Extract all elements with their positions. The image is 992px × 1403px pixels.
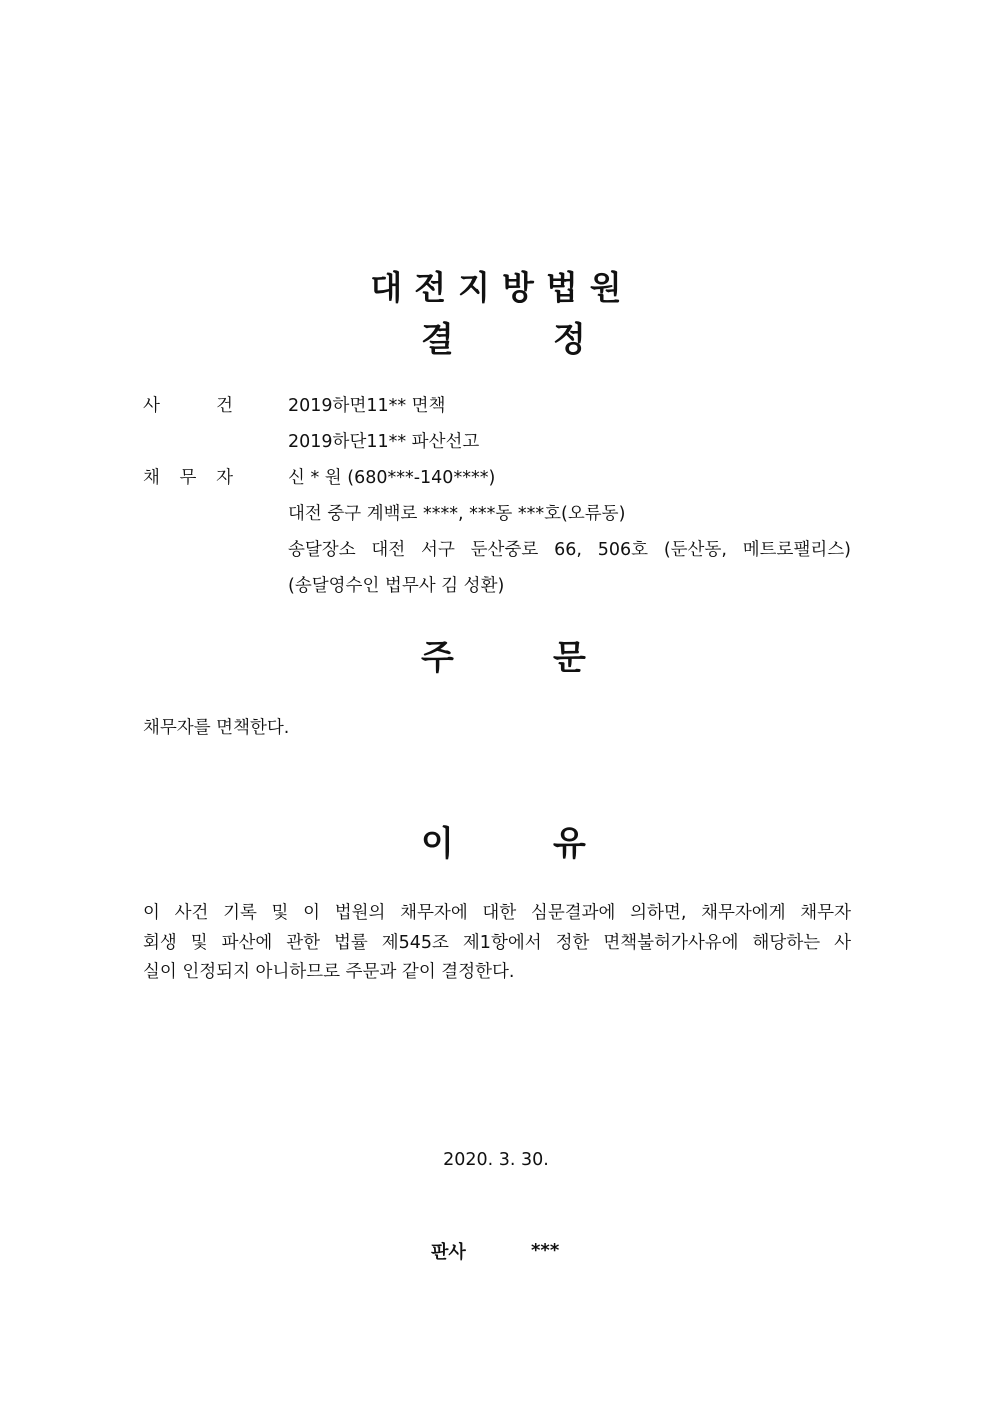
judge-title: 판사 [431,1242,466,1263]
reason-paragraph [143,899,851,988]
case-label-char-1: 사 [143,396,160,416]
order-heading [0,630,992,678]
case-number-exemption: 2019하면11** 면책 [288,396,446,416]
case-number-bankruptcy: 2019하단11** 파산선고 [288,432,480,452]
service-address: 송달장소 대전 서구 둔산중로 66, 506호 (둔산동, 메트로팰리스) [288,540,851,560]
reason-line-1: 이 사건 기록 및 이 법원의 채무자에 대한 심문결과에 의하면, 채무자에게 채무자 [143,903,851,923]
reason-line-3: 실이 인정되지 아니하므로 주문과 같이 결정한다. [143,962,515,982]
debtor-label-char-3: 자 [216,468,233,488]
debtor-address: 대전 중구 계백로 ****, ***동 ***호(오류동) [288,504,626,524]
case-label [143,392,233,417]
order-heading-char-2: 문 [553,638,586,678]
debtor-name: 신 * 원 (680***-140****) [288,468,496,488]
decision-heading [0,312,992,360]
debtor-label [143,464,233,489]
case-label-char-2: 건 [216,396,233,416]
debtor-label-char-1: 채 [143,468,160,488]
order-heading-char-1: 주 [421,638,454,678]
order-text: 채무자를 면책한다. [143,718,290,738]
reason-line-2: 회생 및 파산에 관한 법률 제545조 제1항에서 정한 면책불허가사유에 해당하는 사 [143,932,851,953]
reason-heading [0,816,992,864]
decision-heading-char-2: 정 [553,320,586,360]
court-name-title: 대전지방법원 [370,268,634,307]
decision-heading-char-1: 결 [421,320,454,360]
judge-name: *** [531,1240,560,1261]
service-recipient: (송달영수인 법무사 김 성환) [288,576,505,596]
debtor-label-char-2: 무 [179,468,197,488]
reason-heading-char-1: 이 [421,824,454,864]
reason-heading-char-2: 유 [553,824,586,864]
decision-date: 2020. 3. 30. [443,1150,549,1170]
